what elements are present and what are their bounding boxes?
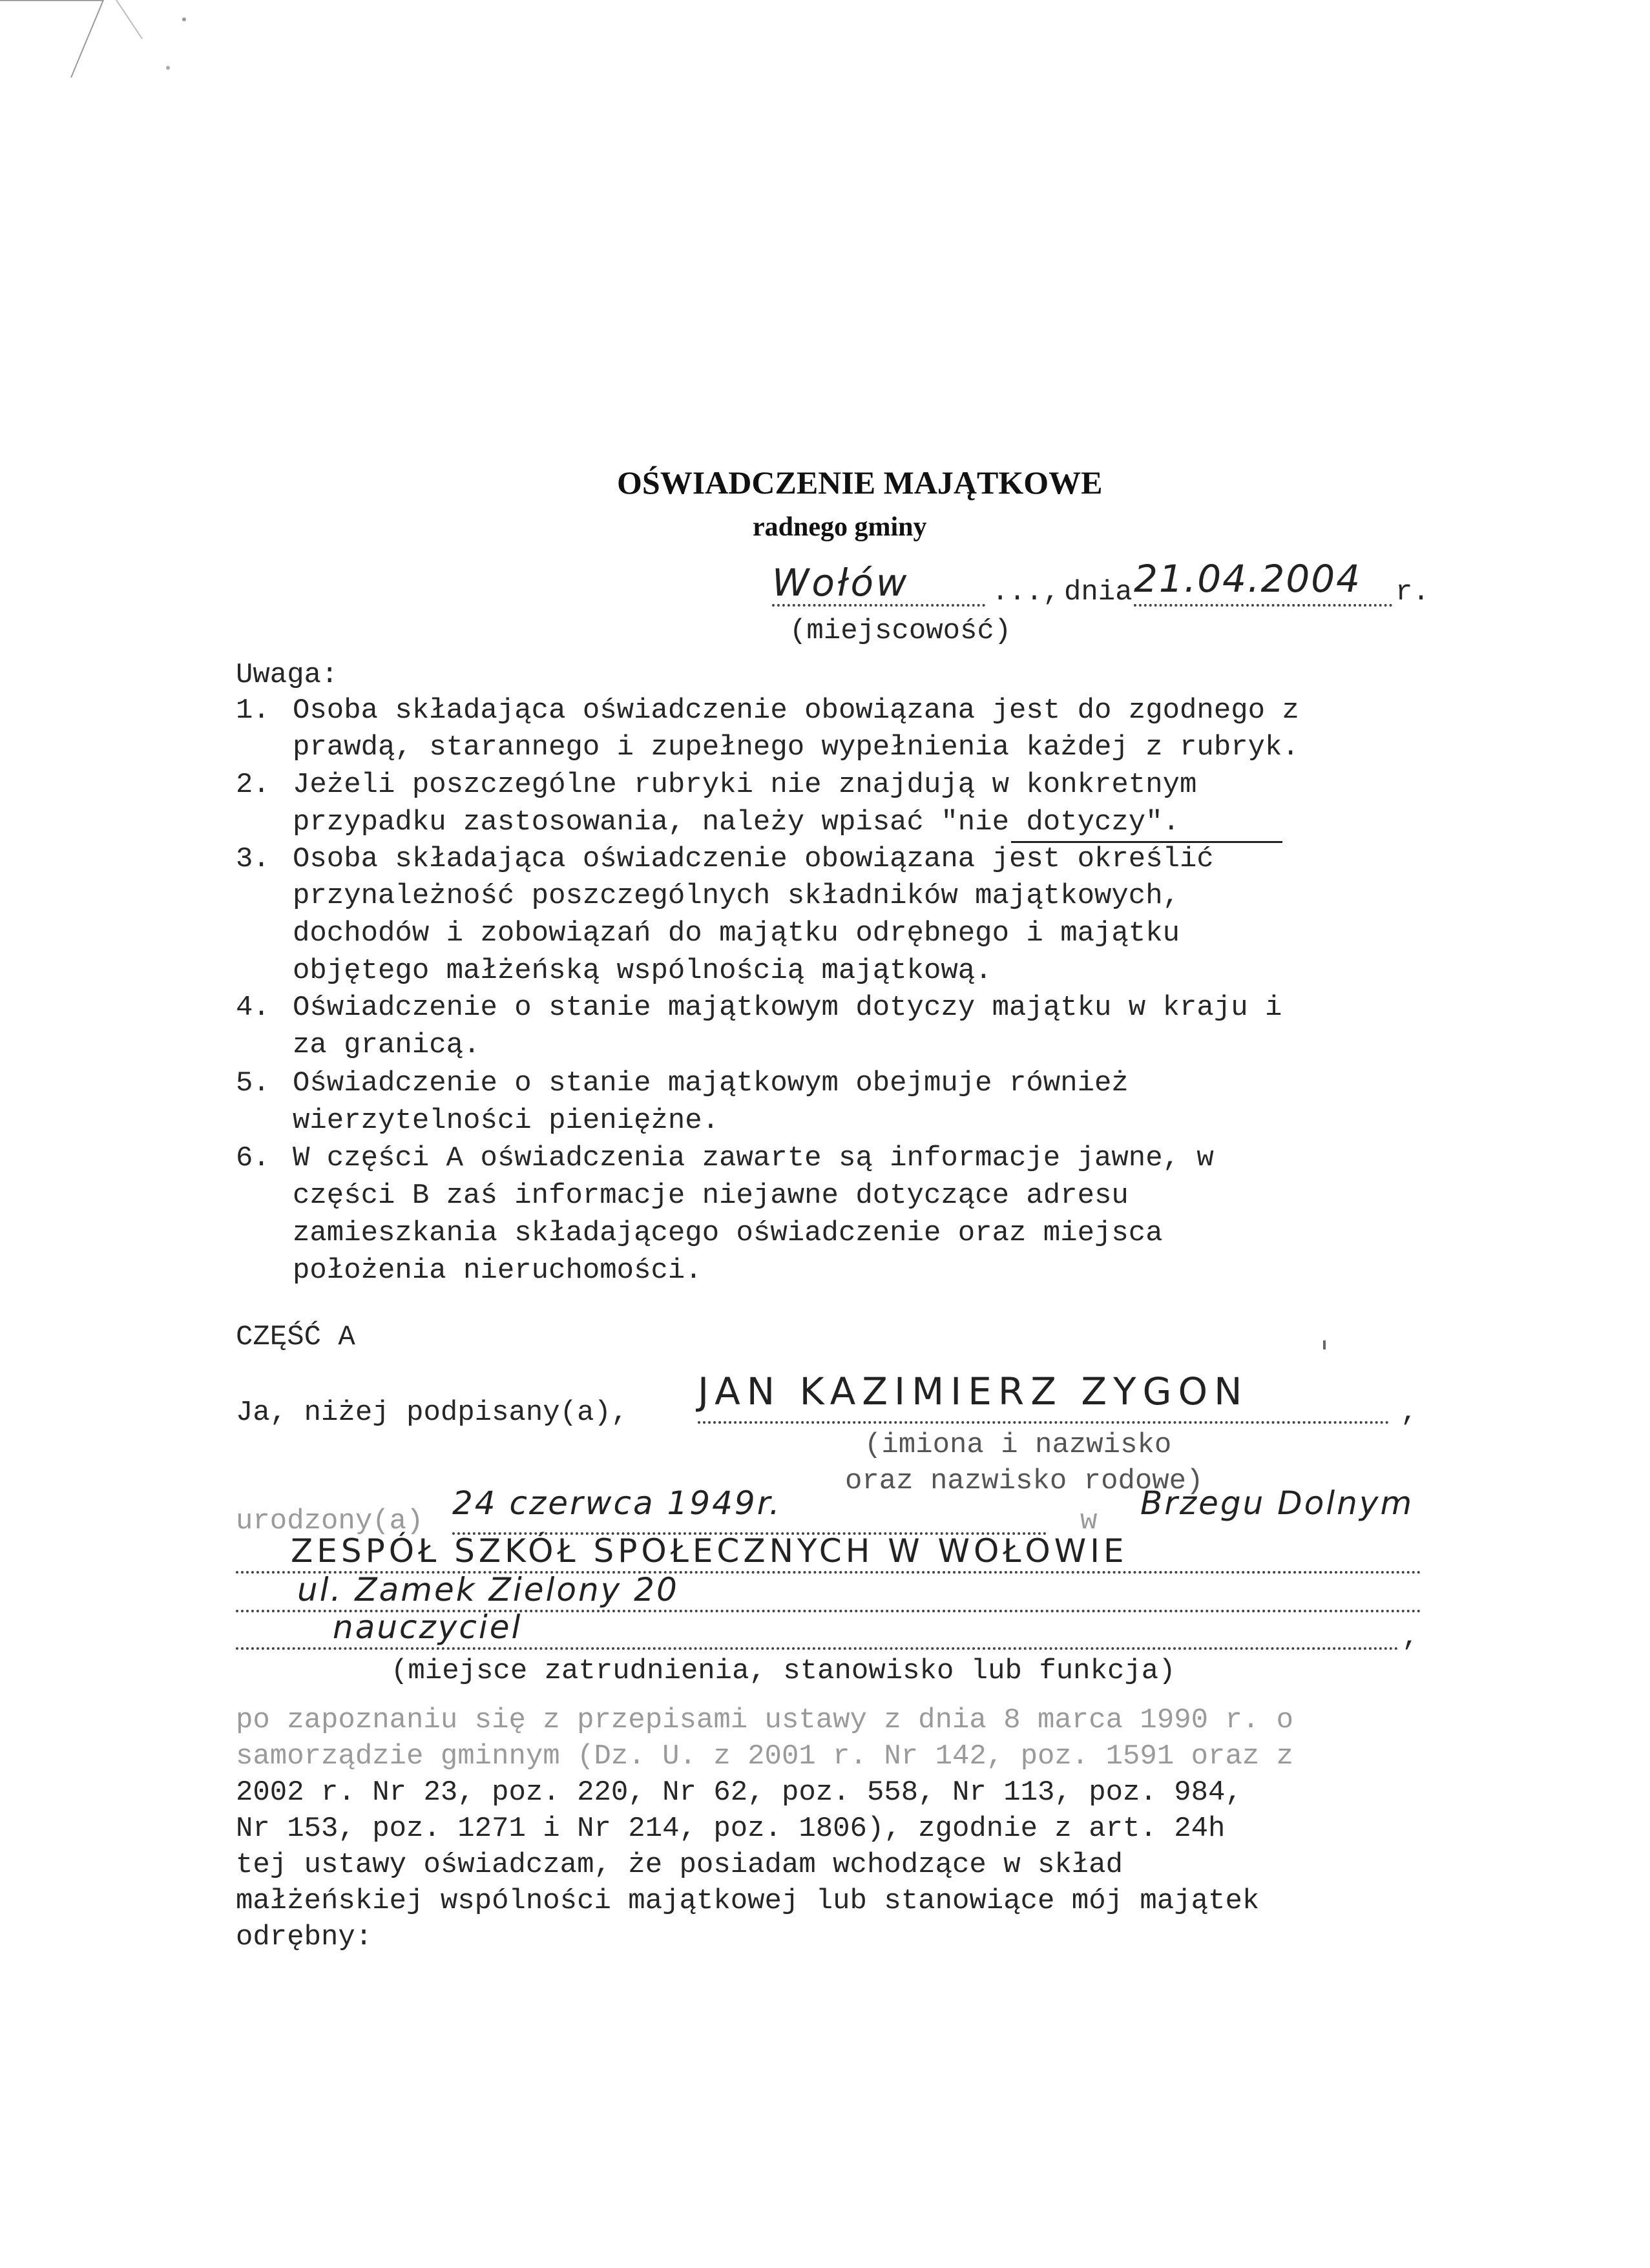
date-handwritten: 21.04.2004 — [1134, 557, 1362, 601]
employer-line1-handwritten: ZESPÓŁ SZKÓŁ SPOŁECZNYCH W WOŁOWIE — [291, 1532, 1128, 1570]
position-comma: , — [1402, 1621, 1419, 1654]
note-line: Osoba składająca oświadczenie obowiązana jest do zgodnego z — [293, 694, 1299, 727]
signer-name-comma: , — [1401, 1397, 1418, 1429]
note-line: za granicą. — [293, 1029, 481, 1061]
date-dots — [1134, 604, 1392, 607]
employment-caption: (miejsce zatrudnienia, stanowisko lub funkcja) — [391, 1655, 1176, 1687]
note-line: Jeżeli poszczególne rubryki nie znajdują w konkretnym — [293, 769, 1197, 801]
born-date-handwritten: 24 czerwca 1949r. — [452, 1484, 782, 1522]
born-in-label: w — [1080, 1505, 1098, 1537]
position-handwritten: nauczyciel — [333, 1608, 523, 1646]
note-number: 1. — [236, 694, 270, 727]
note-line: Osoba składająca oświadczenie obowiązana jest określić — [293, 843, 1214, 875]
date-suffix: r. — [1395, 576, 1430, 609]
statement-line: 2002 r. Nr 23, poz. 220, Nr 62, poz. 558, Nr 113, poz. 984, — [236, 1776, 1242, 1809]
note-line: W części A oświadczenia zawarte są informacje jawne, w — [293, 1142, 1214, 1174]
scan-corner-mark — [0, 0, 194, 103]
signer-caption-2: oraz nazwisko rodowe) — [845, 1465, 1204, 1497]
tick-mark — [1323, 1340, 1326, 1349]
note-line: objętego małżeńską wspólnością majątkową. — [293, 955, 992, 987]
note-number: 4. — [236, 992, 270, 1024]
signer-label: Ja, niżej podpisany(a), — [236, 1397, 629, 1429]
note-line: zamieszkania składającego oświadczenie oraz miejsca — [293, 1217, 1163, 1249]
note-line: wierzytelności pieniężne. — [293, 1105, 720, 1137]
note-line: Oświadczenie o stanie majątkowym dotyczy majątku w kraju i — [293, 992, 1282, 1024]
note-line: położenia nieruchomości. — [293, 1254, 702, 1287]
place-dots — [772, 604, 985, 607]
note-number: 3. — [236, 843, 270, 875]
note-line: Oświadczenie o stanie majątkowym obejmuje również — [293, 1067, 1129, 1099]
statement-line: samorządzie gminnym (Dz. U. z 2001 r. Nr 142, poz. 1591 oraz z — [236, 1740, 1294, 1773]
position-dots — [236, 1647, 1399, 1650]
note-line: dochodów i zobowiązań do majątku odrębnego i majątku — [293, 917, 1180, 950]
document-subtitle: radnego gminy — [753, 512, 927, 542]
notes-heading: Uwaga: — [236, 659, 339, 691]
document-title: OŚWIADCZENIE MAJĄTKOWE — [617, 464, 1103, 501]
note-number: 2. — [236, 769, 270, 801]
part-a-heading: CZĘŚĆ A — [236, 1321, 355, 1353]
statement-line: małżeńskiej wspólności majątkowej lub stanowiące mój majątek — [236, 1885, 1260, 1917]
statement-line: po zapoznaniu się z przepisami ustawy z dnia 8 marca 1990 r. o — [236, 1704, 1294, 1736]
note-line: przynależność poszczególnych składników majątkowych, — [293, 880, 1180, 912]
employer-line2-handwritten: ul. Zamek Zielony 20 — [297, 1571, 679, 1608]
date-prefix: dnia — [1064, 576, 1133, 609]
place-suffix: ..., — [992, 576, 1078, 609]
statement-line: odrębny: — [236, 1921, 373, 1953]
nie-dotyczy-underline — [1011, 841, 1282, 843]
place-caption: (miejscowość) — [789, 615, 1012, 647]
signer-name-handwritten: JAN KAZIMIERZ ZYGON — [698, 1369, 1249, 1413]
note-line: prawdą, starannego i zupełnego wypełnienia każdej z rubryk. — [293, 731, 1299, 764]
born-label: urodzony(a) — [236, 1505, 424, 1537]
note-line: części B zaś informacje niejawne dotyczące adresu — [293, 1180, 1129, 1212]
statement-line: Nr 153, poz. 1271 i Nr 214, poz. 1806), zgodnie z art. 24h — [236, 1813, 1226, 1845]
signer-name-dots — [698, 1421, 1389, 1424]
note-number: 5. — [236, 1067, 270, 1099]
signer-caption-1: (imiona i nazwisko — [864, 1429, 1172, 1461]
note-line: przypadku zastosowania, należy wpisać "nie dotyczy". — [293, 806, 1180, 838]
place-handwritten: Wołów — [772, 561, 910, 605]
statement-line: tej ustawy oświadczam, że posiadam wchodzące w skład — [236, 1849, 1123, 1881]
born-place-handwritten: Brzegu Dolnym — [1140, 1484, 1414, 1522]
note-number: 6. — [236, 1142, 270, 1174]
